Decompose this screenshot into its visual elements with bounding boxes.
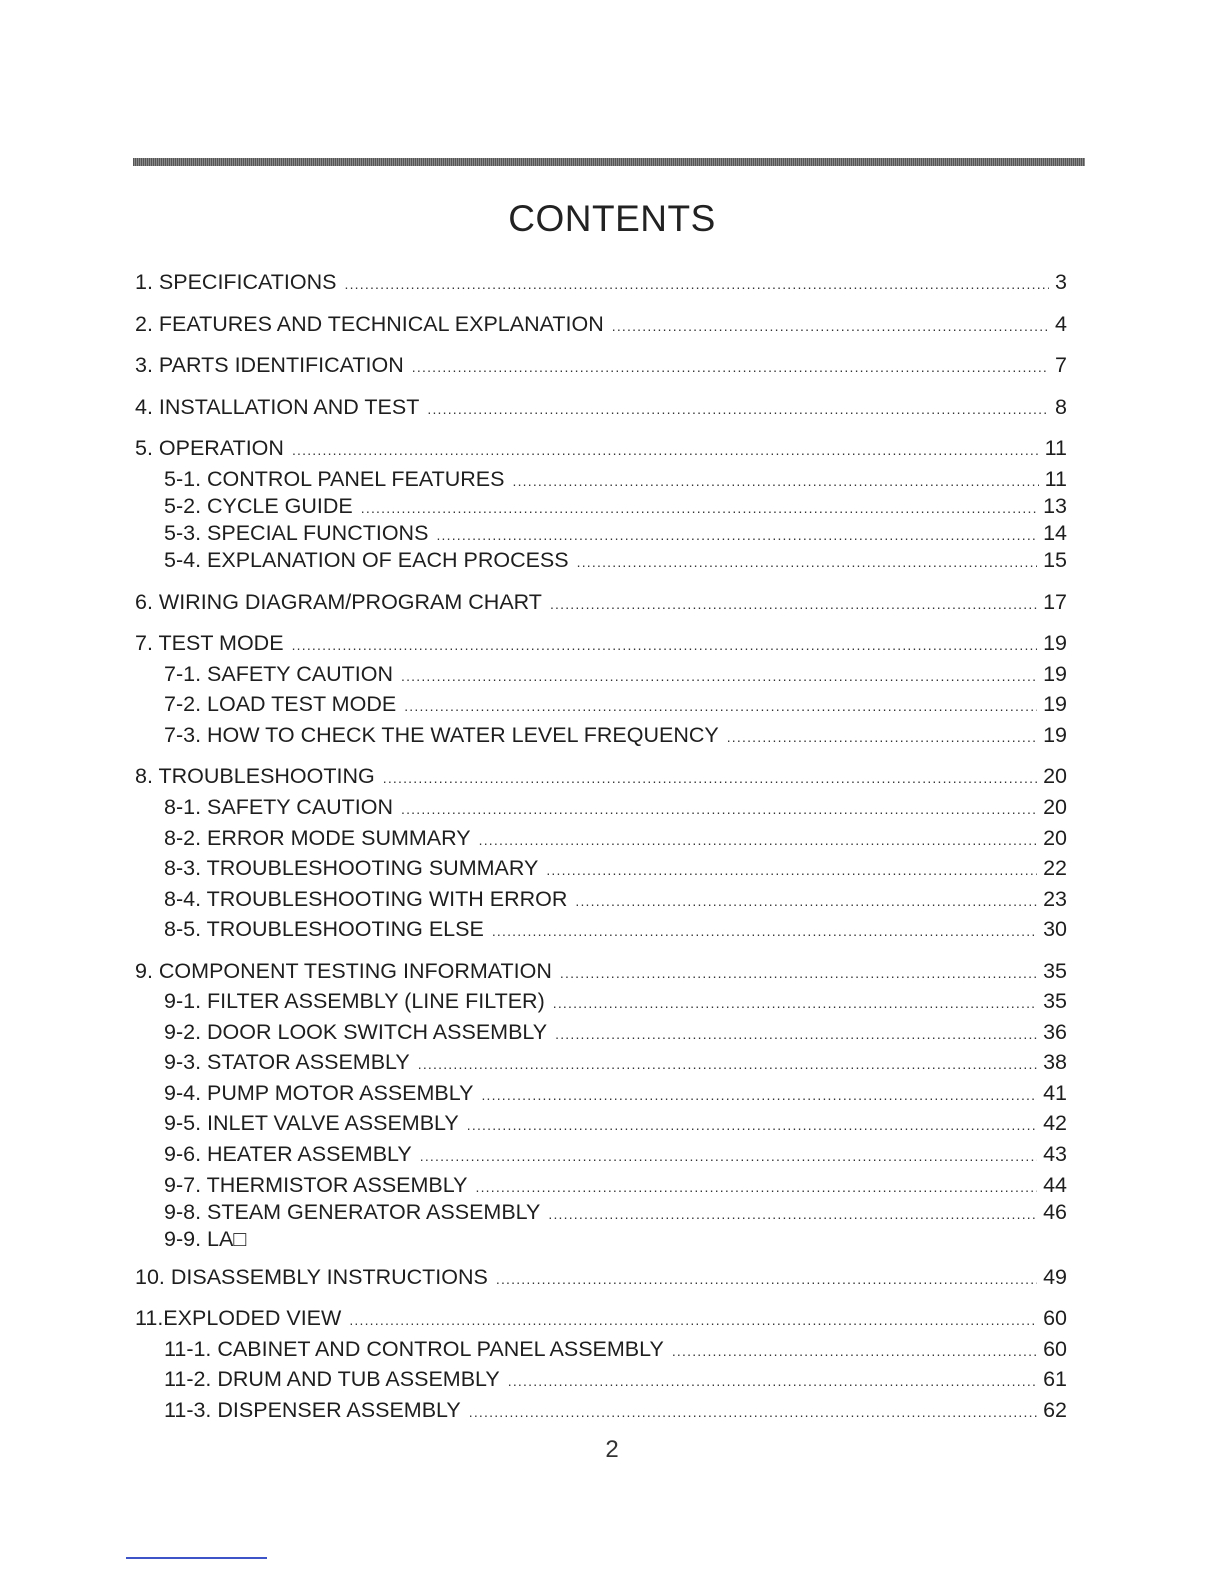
toc-leader-dots [412,349,1049,379]
toc-entry-label: 8-4. TROUBLESHOOTING WITH ERROR [164,887,568,911]
toc-entry[interactable] [164,719,1067,749]
toc-entry-page: 44 [1043,1173,1067,1197]
toc-leader-dots [479,822,1037,852]
toc-entry[interactable] [135,349,1067,379]
toc-entry-label: 10. DISASSEMBLY INSTRUCTIONS [135,1265,488,1289]
toc-entry-label: 7-1. SAFETY CAUTION [164,662,393,686]
toc-entry-label: 5-4. EXPLANATION OF EACH PROCESS [164,548,569,572]
toc-leader-dots [548,1196,1037,1226]
toc-entry[interactable] [164,1046,1067,1076]
toc-entry-page: 19 [1043,662,1067,686]
toc-entry[interactable] [135,1302,1067,1332]
toc-leader-dots [292,627,1038,657]
toc-leader-dots [475,1169,1037,1199]
toc-entry-page: 4 [1055,312,1067,336]
toc-entry-page: 3 [1055,270,1067,294]
toc-entry-label: 3. PARTS IDENTIFICATION [135,353,404,377]
toc-entry-page: 60 [1043,1306,1067,1330]
toc-entry-page: 23 [1043,887,1067,911]
toc-leader-dots [496,1261,1037,1291]
toc-leader-dots [575,883,1037,913]
toc-leader-dots [546,852,1037,882]
toc-entry[interactable] [164,688,1067,718]
toc-entry[interactable] [164,852,1067,882]
toc-entry[interactable] [164,985,1067,1015]
toc-entry[interactable] [164,791,1067,821]
toc-entry-page: 46 [1043,1200,1067,1224]
toc-leader-dots [550,586,1037,616]
toc-leader-dots [427,391,1049,421]
toc-leader-dots [577,544,1037,574]
toc-entry[interactable] [164,1394,1067,1424]
toc-entry-label: 9-7. THERMISTOR ASSEMBLY [164,1173,468,1197]
toc-leader-dots [361,490,1037,520]
toc-entry[interactable] [135,586,1067,616]
toc-entry-label: 9-3. STATOR ASSEMBLY [164,1050,410,1074]
toc-entry[interactable] [164,1077,1067,1107]
toc-entry[interactable] [164,913,1067,943]
toc-entry-page: 20 [1043,795,1067,819]
toc-entry-page: 15 [1043,548,1067,572]
toc-leader-dots [420,1138,1037,1168]
toc-leader-dots [467,1107,1037,1137]
toc-entry-page: 60 [1043,1337,1067,1361]
toc-entry-page: 35 [1043,959,1067,983]
toc-entry-page: 11 [1044,467,1067,491]
toc-entry-page: 11 [1044,436,1067,460]
toc-entry[interactable] [164,1107,1067,1137]
toc-entry-label: 9-1. FILTER ASSEMBLY (LINE FILTER) [164,989,545,1013]
toc-entry[interactable] [164,658,1067,688]
toc-entry-label: 9-9. LA□ [164,1227,247,1251]
toc-entry[interactable] [164,490,1067,520]
toc-entry-label: 9-6. HEATER ASSEMBLY [164,1142,412,1166]
toc-entry-label: 8-3. TROUBLESHOOTING SUMMARY [164,856,539,880]
toc-entry-label: 5. OPERATION [135,436,284,460]
toc-entry-label: 11.EXPLODED VIEW [135,1306,342,1330]
toc-entry-label: 11-2. DRUM AND TUB ASSEMBLY [164,1367,500,1391]
toc-entry[interactable] [164,463,1067,493]
toc-entry-page: 49 [1043,1265,1067,1289]
toc-entry-page: 19 [1043,723,1067,747]
toc-entry-label: 11-3. DISPENSER ASSEMBLY [164,1398,461,1422]
toc-entry[interactable] [164,1196,1067,1226]
toc-entry-label: 8-1. SAFETY CAUTION [164,795,393,819]
toc-entry[interactable] [164,544,1067,574]
toc-entry[interactable] [164,1333,1067,1363]
toc-leader-dots [436,517,1037,547]
toc-leader-dots [555,1016,1037,1046]
toc-entry[interactable] [164,517,1067,547]
toc-entry-page: 43 [1043,1142,1067,1166]
toc-entry-label: 9-8. STEAM GENERATOR ASSEMBLY [164,1200,541,1224]
toc-entry-page: 62 [1043,1398,1067,1422]
toc-entry-label: 9-2. DOOR LOOK SWITCH ASSEMBLY [164,1020,548,1044]
toc-entry-label: 8. TROUBLESHOOTING [135,764,375,788]
toc-entry-label: 9. COMPONENT TESTING INFORMATION [135,959,552,983]
toc-entry-label: 11-1. CABINET AND CONTROL PANEL ASSEMBLY [164,1337,664,1361]
toc-entry-page: 30 [1043,917,1067,941]
toc-entry-page: 13 [1043,494,1067,518]
toc-entry[interactable] [135,266,1067,296]
toc-leader-dots [418,1046,1037,1076]
toc-leader-dots [512,463,1038,493]
toc-entry-label: 9-4. PUMP MOTOR ASSEMBLY [164,1081,474,1105]
toc-entry-label: 4. INSTALLATION AND TEST [135,395,420,419]
toc-entry[interactable] [135,760,1067,790]
toc-entry[interactable] [135,391,1067,421]
toc-entry-label: 7-2. LOAD TEST MODE [164,692,397,716]
toc-leader-dots [404,688,1037,718]
toc-entry-label: 8-2. ERROR MODE SUMMARY [164,826,471,850]
toc-entry-page: 41 [1043,1081,1067,1105]
link-underline [126,1557,267,1559]
toc-entry-label: 6. WIRING DIAGRAM/PROGRAM CHART [135,590,542,614]
toc-entry[interactable] [135,432,1067,462]
toc-entry[interactable] [164,1363,1067,1393]
toc-entry-page: 36 [1043,1020,1067,1044]
toc-entry-label: 8-5. TROUBLESHOOTING ELSE [164,917,484,941]
toc-leader-dots [401,658,1037,688]
toc-leader-dots [612,308,1049,338]
toc-entry-label: 5-2. CYCLE GUIDE [164,494,353,518]
toc-leader-dots [508,1363,1037,1393]
toc-entry[interactable] [164,1223,1067,1253]
toc-entry-page: 42 [1043,1111,1067,1135]
toc-entry-label: 7. TEST MODE [135,631,284,655]
toc-entry[interactable] [164,822,1067,852]
toc-leader-dots [481,1077,1037,1107]
toc-entry-page: 8 [1055,395,1067,419]
toc-leader-dots [553,985,1037,1015]
toc-entry-page: 22 [1043,856,1067,880]
toc-entry-label: 5-3. SPECIAL FUNCTIONS [164,521,429,545]
toc-entry[interactable] [135,308,1067,338]
toc-entry[interactable] [164,1016,1067,1046]
toc-entry-page: 19 [1043,631,1067,655]
toc-entry-page: 61 [1043,1367,1067,1391]
page-number: 2 [605,1436,619,1463]
toc-entry-label: 7-3. HOW TO CHECK THE WATER LEVEL FREQUENCY [164,723,719,747]
toc-entry-page: 7 [1055,353,1067,377]
toc-leader-dots [492,913,1037,943]
toc-entry[interactable] [164,883,1067,913]
toc-entry-page: 35 [1043,989,1067,1013]
toc-entry[interactable] [164,1169,1067,1199]
toc-entry-page: 20 [1043,826,1067,850]
toc-leader-dots [727,719,1037,749]
toc-entry-label: 1. SPECIFICATIONS [135,270,337,294]
toc-leader-dots [292,432,1039,462]
toc-entry-page: 14 [1043,521,1067,545]
page-title: CONTENTS [508,198,716,239]
toc-entry-label: 9-5. INLET VALVE ASSEMBLY [164,1111,459,1135]
toc-entry-label: 5-1. CONTROL PANEL FEATURES [164,467,505,491]
toc-leader-dots [401,791,1037,821]
toc-entry[interactable] [135,1261,1067,1291]
toc-entry-page: 38 [1043,1050,1067,1074]
toc-leader-dots [560,955,1037,985]
toc-leader-dots [469,1394,1037,1424]
toc-entry-page: 17 [1043,590,1067,614]
toc-leader-dots [345,266,1050,296]
toc-leader-dots [349,1302,1037,1332]
toc-entry[interactable] [164,1138,1067,1168]
toc-entry[interactable] [135,955,1067,985]
toc-entry-label: 2. FEATURES AND TECHNICAL EXPLANATION [135,312,604,336]
toc-entry[interactable] [135,627,1067,657]
toc-entry-page: 19 [1043,692,1067,716]
toc-leader-dots [383,760,1037,790]
toc-leader-dots [672,1333,1037,1363]
toc-entry-page: 20 [1043,764,1067,788]
